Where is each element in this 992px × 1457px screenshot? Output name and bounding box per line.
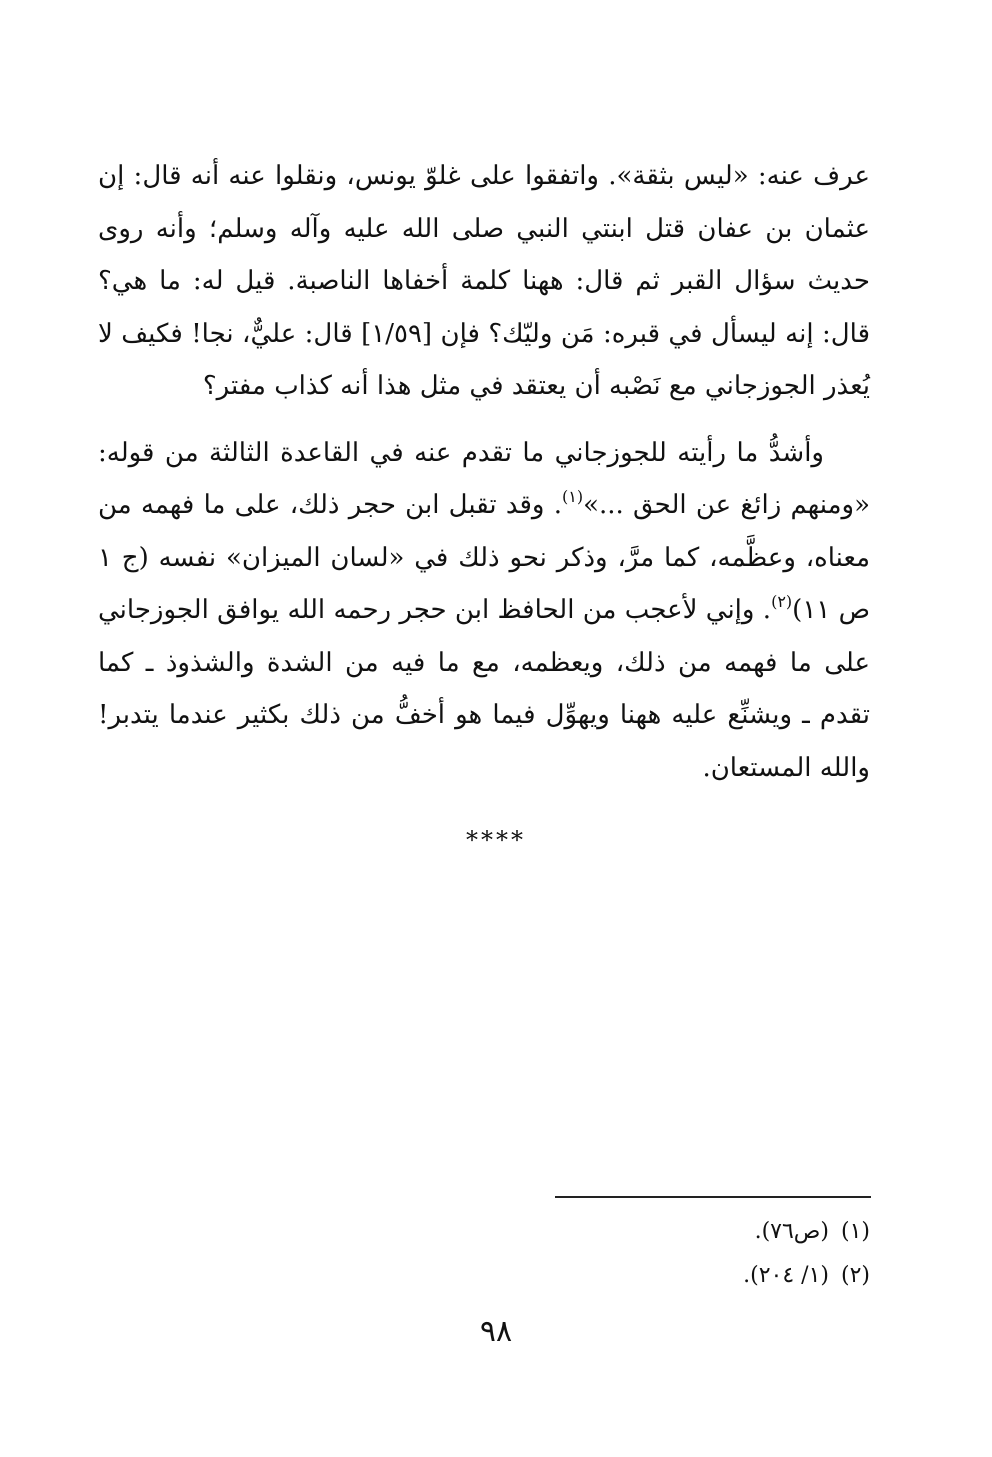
page-number: ٩٨ — [479, 1314, 513, 1349]
footnote-number: (٢) — [840, 1263, 870, 1288]
paragraph-2-part-2: . وقد تقبل ابن حجر ذلك، على ما فهمه من معناه، وعظَّمه، كما مرَّ، وذكر نحو ذلك في «لسان الميزان» نفسه (ج ١ ص ١١) — [98, 490, 871, 625]
paragraph-1: عرف عنه: «ليس بثقة». واتفقوا على غلوّ يونس، ونقلوا عنه أنه قال: إن عثمان بن عفان قتل ابنتي النبي صلى الله عليه وآله وسلم؛ وأنه روى حديث سؤال القبر ثم قال: ههنا كلمة أخفاها الناصبة. قيل له: ما هي؟ قال: إنه ليسأل في قبره: مَن وليّك؟ فإن [١/٥٩] قال: عليٌّ، نجا! فكيف لا يُعذر الجوزجاني مع نَصْبه أن يعتقد في مثل هذا أنه كذاب مفتر؟ — [98, 161, 870, 401]
section-separator: **** — [466, 826, 526, 854]
footnote-number: (١) — [840, 1219, 870, 1244]
footnote-divider — [555, 1196, 871, 1198]
paragraph-2 — [98, 427, 870, 795]
main-text — [98, 150, 870, 794]
paragraph-2-part-1: وأشدُّ ما رأيته للجوزجاني ما تقدم عنه في القاعدة الثالثة من قوله: «ومنهم زائغ عن الحق ...» — [98, 437, 871, 520]
footnote-ref-2: (٢) — [771, 592, 793, 611]
footnote-text: (ص٧٦). — [754, 1219, 829, 1244]
footnotes — [520, 1210, 870, 1298]
footnote-text: (١/ ٢٠٤). — [743, 1263, 829, 1288]
paragraph-2-part-3: . وإني لأعجب من الحافظ ابن حجر رحمه الله يوافق الجوزجاني على ما فهمه من ذلك، ويعظمه، مع ما فيه من الشدة والشذوذ ـ كما تقدم ـ ويشنِّع عليه ههنا ويهوِّل فيما هو أخفُّ من ذلك بكثير عندما يتدبر! والله المستعان. — [98, 595, 870, 783]
footnote-1 — [520, 1210, 870, 1254]
footnote-ref-1: (١) — [561, 487, 584, 506]
footnote-2 — [520, 1254, 870, 1298]
